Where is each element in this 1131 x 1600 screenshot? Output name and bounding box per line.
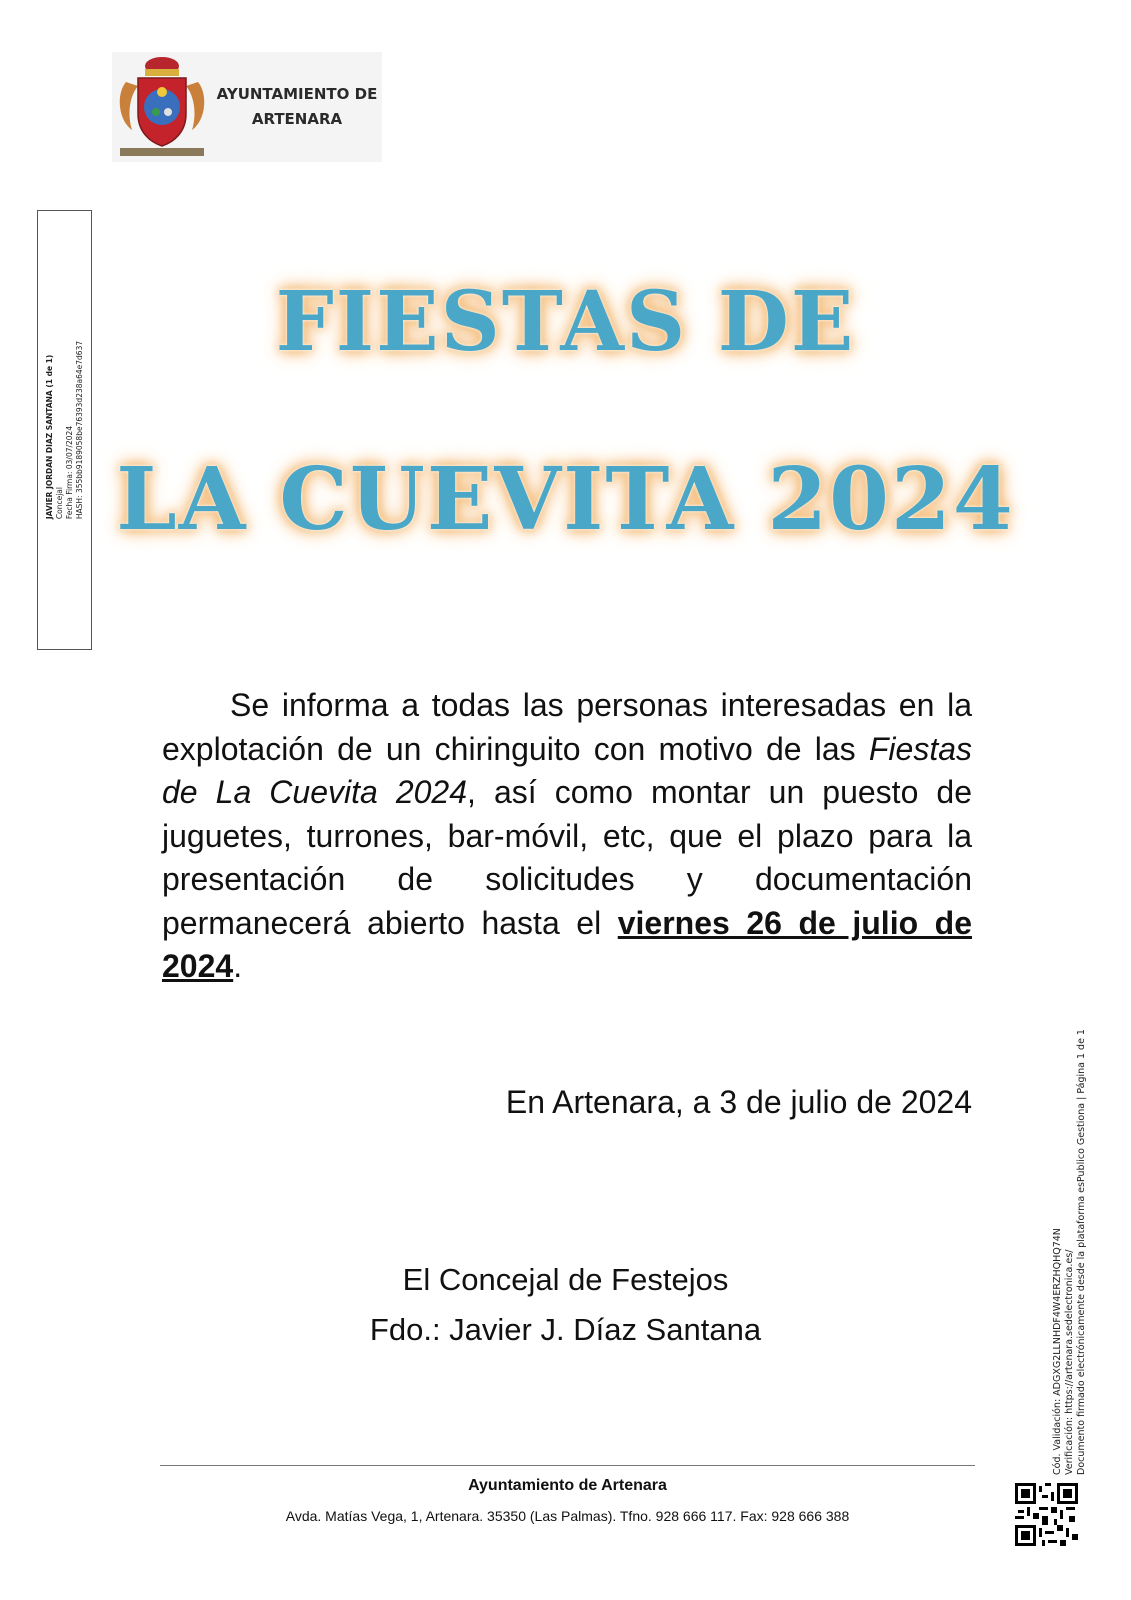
place-date-line: En Artenara, a 3 de julio de 2024 xyxy=(505,1084,972,1120)
qr-code-icon[interactable] xyxy=(1015,1483,1078,1546)
validation-url: Verificación: https://artenara.sedelectronica.es/ xyxy=(1064,1249,1075,1475)
body-text-before: Se informa a todas las personas interesadas en la explotación de un chiringuito con motivo de las xyxy=(162,687,972,767)
body-end-punct: . xyxy=(233,948,243,984)
announcement-paragraph xyxy=(162,684,972,989)
signer-name: Fdo.: Javier J. Díaz Santana xyxy=(369,1312,762,1347)
stamp-role: Concejal xyxy=(54,487,64,520)
footer-address: Avda. Matías Vega, 1, Artenara. 35350 (Las Palmas). Tfno. 928 666 117. Fax: 928 666 388 xyxy=(285,1508,850,1524)
validation-note: Documento firmado electrónicamente desde la plataforma esPublico Gestiona | Página 1 de 1 xyxy=(1076,1029,1087,1475)
title-line-2: LA CUEVITA 2024 xyxy=(116,449,1015,550)
footer-divider xyxy=(160,1465,975,1466)
stamp-hash: HASH: 355bb9189058be76393d238a64e7d637 xyxy=(74,340,84,520)
logo-line-1: AYUNTAMIENTO DE xyxy=(216,85,378,103)
stamp-signer: JAVIER JORDAN DIAZ SANTANA (1 de 1) xyxy=(44,354,54,520)
footer-org: Ayuntamiento de Artenara xyxy=(468,1477,667,1494)
validation-code: Cód. Validación: ADGXG2LLNHDF4W4ERZHQHQ74N xyxy=(1052,1228,1063,1475)
logo-line-2: ARTENARA xyxy=(251,110,343,128)
event-name: Fiestas de La Cuevita 2024 xyxy=(162,730,972,810)
body-text-after: , así como montar un puesto de juguetes, turrones, bar-móvil, etc, que el plazo para la presentación de solicitudes y documentación permanecerá abierto hasta el xyxy=(162,774,973,941)
municipal-logo xyxy=(112,52,382,162)
signer-role: El Concejal de Festejos xyxy=(402,1262,729,1297)
title-line-1: FIESTAS DE xyxy=(275,274,856,370)
deadline-date: viernes 26 de julio de 2024 xyxy=(162,904,973,984)
coat-of-arms-icon xyxy=(112,52,212,162)
stamp-date: Fecha Firma: 03/07/2024 xyxy=(64,425,74,520)
validation-block xyxy=(1052,1029,1088,1475)
logo-org-name xyxy=(212,82,382,132)
